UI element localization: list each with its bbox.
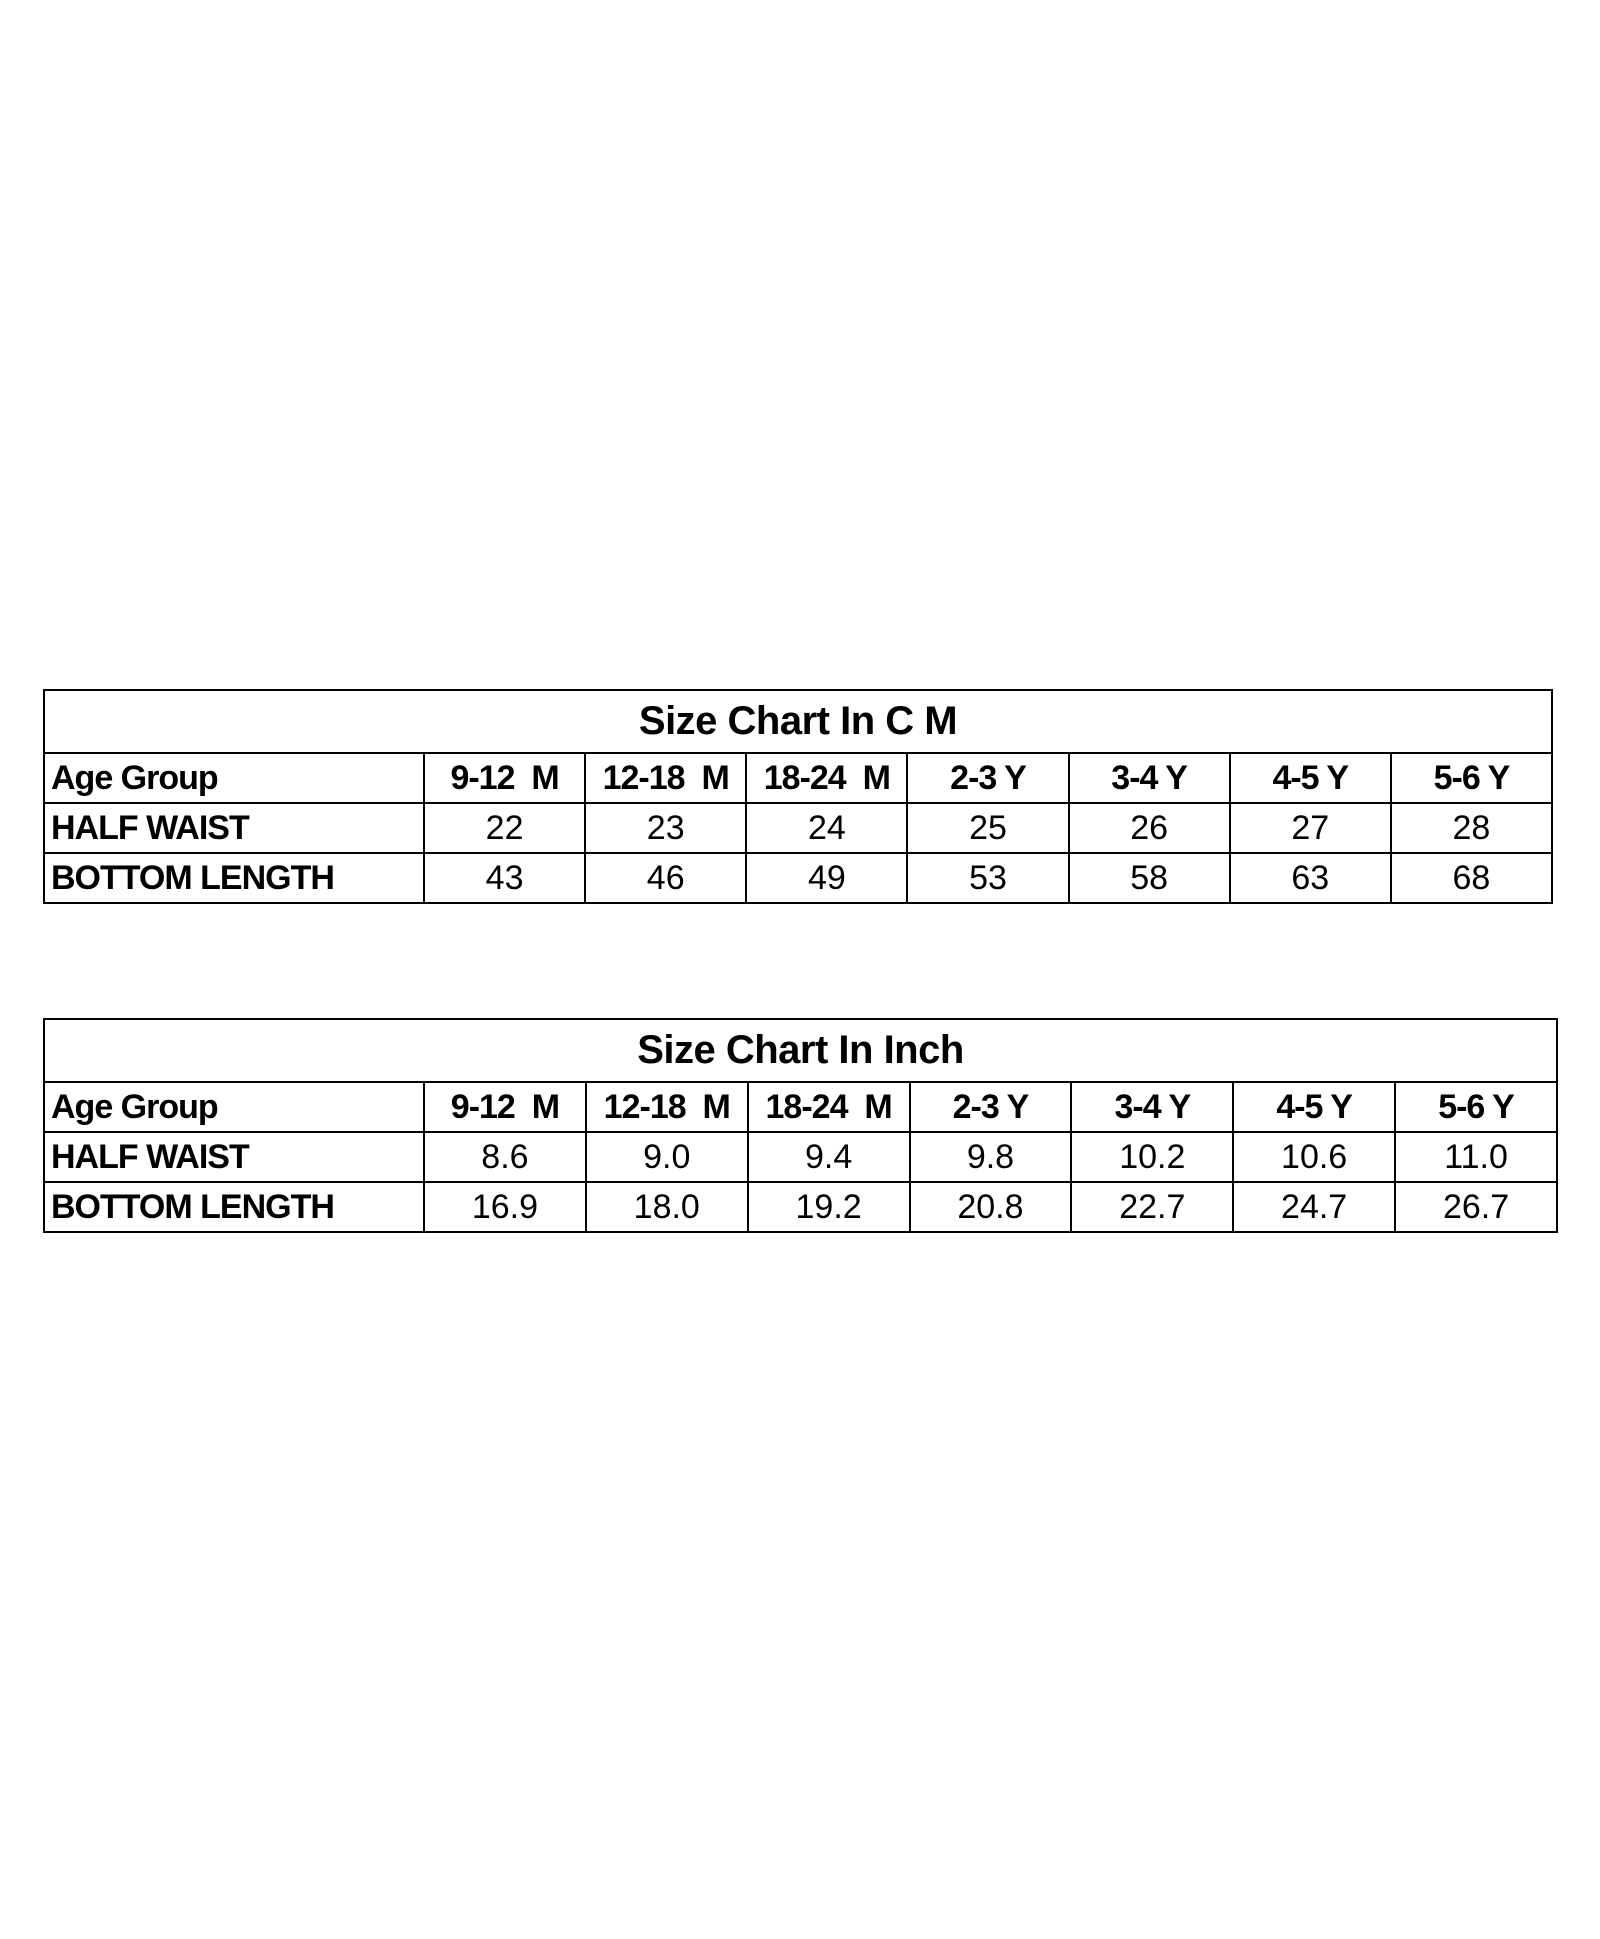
table-cell: 9.0 [586,1132,748,1182]
column-header: 3-4 Y [1069,753,1230,803]
table-cell: 22 [424,803,585,853]
column-header: 12-18 M [586,1082,748,1132]
column-header: 18-24 M [746,753,907,803]
table-cell: 18.0 [586,1182,748,1232]
column-header: 2-3 Y [910,1082,1072,1132]
table-cell: 8.6 [424,1132,586,1182]
table-row [44,803,1552,853]
column-header: 5-6 Y [1395,1082,1557,1132]
table-cell: 20.8 [910,1182,1072,1232]
table-cell: 28 [1391,803,1552,853]
table-title-row [44,690,1552,753]
table-row [44,853,1552,903]
table-cell: 25 [907,803,1068,853]
table-cell: 46 [585,853,746,903]
table-row [44,1132,1557,1182]
table-cell: 24 [746,803,907,853]
table-cell: 49 [746,853,907,903]
column-header: 3-4 Y [1071,1082,1233,1132]
column-header: 9-12 M [424,1082,586,1132]
column-header: 2-3 Y [907,753,1068,803]
table-cell: 10.6 [1233,1132,1395,1182]
row-label: HALF WAIST [44,1132,424,1182]
table-title: Size Chart In C M [44,690,1552,753]
row-label: HALF WAIST [44,803,424,853]
table-cell: 16.9 [424,1182,586,1232]
size-chart-cm-table [43,689,1553,904]
table-cell: 58 [1069,853,1230,903]
table-cell: 22.7 [1071,1182,1233,1232]
row-label: BOTTOM LENGTH [44,853,424,903]
table-cell: 26.7 [1395,1182,1557,1232]
table-header-row [44,1082,1557,1132]
table-cell: 24.7 [1233,1182,1395,1232]
column-header: 9-12 M [424,753,585,803]
table-header-row [44,753,1552,803]
table-cell: 63 [1230,853,1391,903]
table-cell: 9.4 [748,1132,910,1182]
table-cell: 26 [1069,803,1230,853]
table-title-row [44,1019,1557,1082]
table-cell: 19.2 [748,1182,910,1232]
column-header: 4-5 Y [1230,753,1391,803]
table-cell: 9.8 [910,1132,1072,1182]
column-header: 12-18 M [585,753,746,803]
column-header: 4-5 Y [1233,1082,1395,1132]
table-cell: 68 [1391,853,1552,903]
size-chart-inch-table [43,1018,1558,1233]
table-cell: 27 [1230,803,1391,853]
column-header: 18-24 M [748,1082,910,1132]
table-row [44,1182,1557,1232]
table-cell: 11.0 [1395,1132,1557,1182]
column-header: 5-6 Y [1391,753,1552,803]
table-cell: 43 [424,853,585,903]
table-title: Size Chart In Inch [44,1019,1557,1082]
table-cell: 23 [585,803,746,853]
table-cell: 53 [907,853,1068,903]
row-label: BOTTOM LENGTH [44,1182,424,1232]
row-label: Age Group [44,753,424,803]
row-label: Age Group [44,1082,424,1132]
table-cell: 10.2 [1071,1132,1233,1182]
